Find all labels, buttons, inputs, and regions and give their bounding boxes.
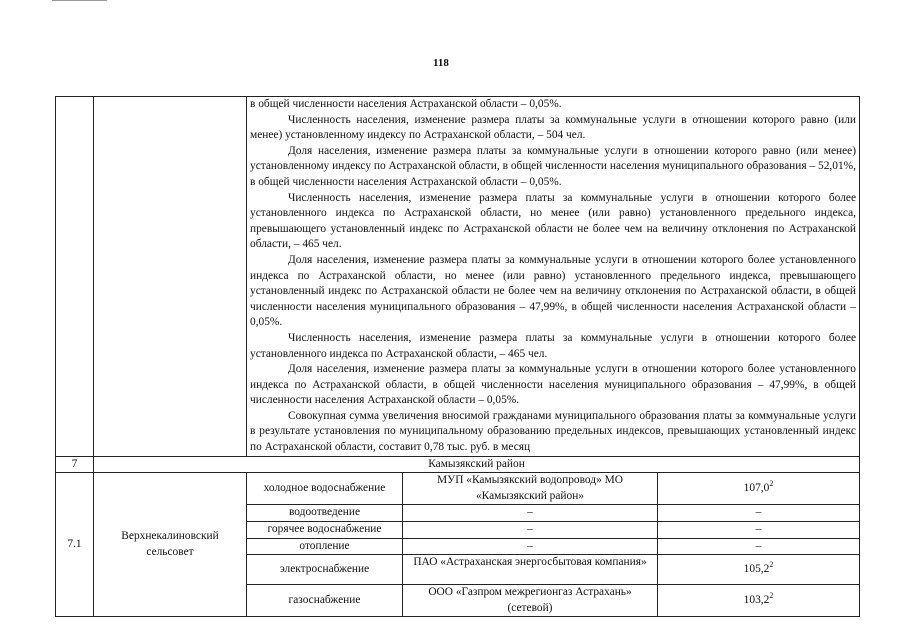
paragraph: Доля населения, изменение размера платы за коммунальные услуги в отношении которого более установленного индекса по Астраханской области, в общей численности населения муниципального образования – 47,99%, в общей численности населения Астраханской области – 0,05%. (250, 363, 856, 407)
empty-cell (94, 97, 247, 457)
service-provider: МУП «Камызякский водопровод» МО «Камызякский район» (403, 473, 658, 505)
footnote-mark: 2 (769, 479, 774, 489)
index-value: 103,2$^2$ (658, 585, 860, 617)
district-row (56, 456, 860, 473)
service-provider: ПАО «Астраханская энергосбытовая компания» (403, 555, 658, 585)
empty-cell (56, 97, 94, 457)
service-name: горячее водоснабжение (247, 522, 403, 539)
service-name: электроснабжение (247, 555, 403, 585)
index-value: – (658, 505, 860, 522)
service-name: газоснабжение (247, 585, 403, 617)
service-provider: – (403, 522, 658, 539)
service-name: холодное водоснабжение (247, 473, 403, 505)
top-rule (52, 0, 107, 1)
paragraph: Численность населения, изменение размера платы за коммунальные услуги в отношении которого более установленного индекса по Астраханской области, – 465 чел. (250, 331, 856, 360)
paragraph: Совокупная сумма увеличения вносимой гражданами муниципального образования платы за коммунальные услуги в результате установления по муниципальному образованию предельных индексов, превышающих установленный индекс по Астраханской области, составит 0,78 тыс. руб. в месяц (250, 409, 856, 454)
service-name: водоотведение (247, 505, 403, 522)
footnote-mark: 2 (769, 560, 774, 570)
index-value: – (658, 522, 860, 539)
settlement-name: Верхнекалиновский сельсовет (94, 473, 247, 617)
text-row (56, 97, 860, 457)
description-cell (247, 97, 860, 457)
paragraph: Численность населения, изменение размера платы за коммунальные услуги в отношении которого более установленного индекса по Астраханской области, но менее (или равно) установленного предельного индекса, превышающего установленный индекс по Астраханской области не более чем на величину отклонения по Астраханской области, – 465 чел. (250, 191, 856, 251)
service-provider: – (403, 538, 658, 555)
paragraph: в общей численности населения Астраханской области – 0,05%. (250, 98, 562, 110)
settlement-number: 7.1 (56, 473, 94, 617)
index-value: 105,2$^2$ (658, 555, 860, 585)
service-provider: ООО «Газпром межрегионгаз Астрахань» (сетевой) (403, 585, 658, 617)
district-name: Камызякский район (94, 456, 860, 473)
footnote-mark: 2 (769, 591, 774, 601)
paragraph: Доля населения, изменение размера платы за коммунальные услуги в отношении которого равно (или менее) установленному индексу по Астраханской области, в общей численности населения муниципального образования – 52,01%, в общей численности населения Астраханской области – 0,05%. (250, 144, 856, 188)
document-table (55, 96, 860, 617)
index-value: – (658, 538, 860, 555)
index-value: 107,0$^2$ (658, 473, 860, 505)
service-provider: – (403, 505, 658, 522)
page-number: 118 (433, 57, 449, 69)
service-row (56, 473, 860, 505)
paragraph: Доля населения, изменение размера платы за коммунальные услуги в отношении которого более установленного индекса по Астраханской области, но менее (или равно) установленного предельного индекса, превышающего установленный индекс по Астраханской области не более чем на величину отклонения по Астраханской области, в общей численности населения муниципального образования – 47,99%, в общей численности населения Астраханской области – 0,05%. (250, 253, 856, 329)
paragraph: Численность населения, изменение размера платы за коммунальные услуги в отношении которого равно (или менее) установленному индексу по Астраханской области, – 504 чел. (250, 113, 856, 142)
service-name: отопление (247, 538, 403, 555)
district-number: 7 (56, 456, 94, 473)
